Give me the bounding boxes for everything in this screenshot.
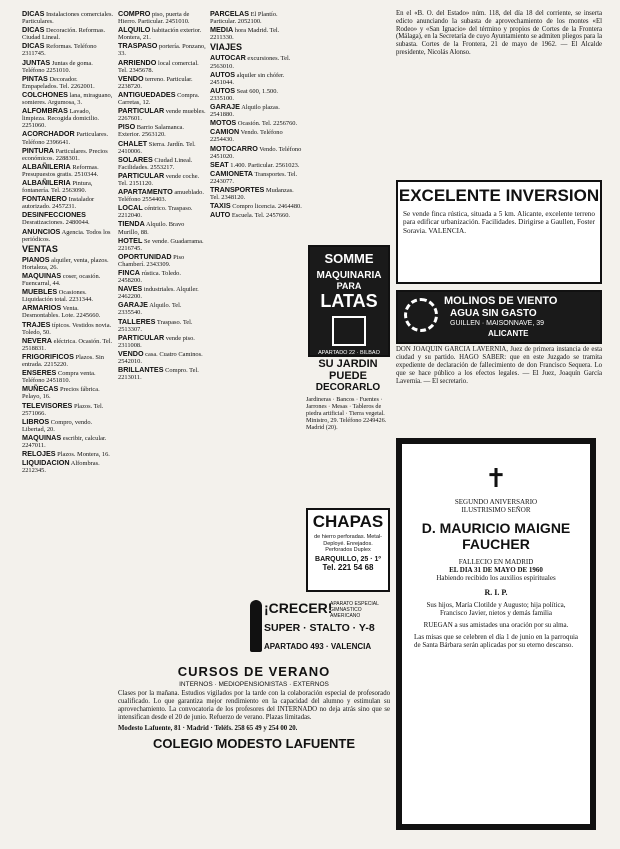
classified-ad (210, 161, 302, 169)
classified-ad (22, 107, 114, 129)
classified-heading: DICAS (22, 41, 45, 51)
classified-heading: CHALET (118, 138, 148, 148)
classified-heading: ANTIGUEDADES (118, 89, 176, 99)
somme-ad (308, 245, 390, 357)
cursos-title: CURSOS DE VERANO (177, 664, 331, 679)
classified-text: típicos. Vestidos novia. Toledo, 50. (22, 321, 112, 336)
classified-text: eléctrica. Ocasión. Tel. 2518831. (22, 337, 113, 352)
classified-text: escribir, calcular. 2247011. (22, 434, 107, 449)
classified-heading: TRASPASO (118, 41, 158, 51)
classified-text: céntrico. Traspaso. 2212040. (118, 205, 193, 220)
crecer-ad (250, 600, 392, 656)
classified-text: coser, ocasión. Fuencarral, 44. (22, 273, 101, 288)
classified-ad (210, 10, 302, 25)
classified-text: El Plantío. Particular. 2052100. (210, 11, 278, 26)
classified-ad (22, 369, 114, 384)
classified-ad (118, 334, 206, 349)
crecer-line: SUPER · STALTO · Y-8 (264, 622, 375, 634)
classified-heading: FONTANERO (22, 194, 67, 204)
classified-text: Decoración. Reformas. Ciudad Lineal. (22, 27, 106, 42)
section-viajes-title: VIAJES (210, 42, 243, 53)
classified-heading: ANUNCIOS (22, 226, 61, 236)
esquela-rip: R. I. P. (484, 588, 508, 597)
classified-ad (22, 353, 114, 368)
classified-heading: OPORTUNIDAD (118, 251, 172, 261)
jardin-line1: SU JARDIN (318, 358, 378, 370)
classified-heading: ALBAÑILERIA (22, 177, 71, 187)
classified-heading: TAXIS (210, 201, 231, 211)
classified-text: Alquilo. Tel. 2335540. (118, 302, 182, 317)
classified-heading: TELEVISORES (22, 400, 73, 410)
classified-text: alquiler, venta, plazos. Hortaleza, 26. (22, 256, 109, 271)
esquela-l4: EL DIA 31 DE MAYO DE 1960 (449, 566, 543, 574)
classified-ad (22, 211, 114, 226)
classified-text: Vendo. Teléfono 2254430. (210, 129, 283, 144)
classified-ad (118, 237, 206, 252)
classified-text: vende coche. Tel. 2151120. (118, 172, 200, 187)
jardin-line2: PUEDE (329, 370, 367, 382)
classified-ad (118, 91, 206, 106)
classified-text: portería. Ponzano, 33. (118, 43, 206, 58)
classified-text: Venta. Desmontables. Lote. 2245660. (22, 305, 101, 320)
athlete-figure (250, 600, 262, 652)
classified-ad (210, 186, 302, 201)
classified-ad (118, 123, 206, 138)
classified-text: Alquilo. Bravo Murillo, 88. (118, 221, 185, 236)
classified-heading: LOCAL (118, 203, 143, 213)
classified-text: excursiones. Tel. 2563010. (210, 55, 291, 70)
classified-text: Plazos. Sin entrada. 2215220. (22, 353, 104, 369)
classified-heading: RELOJES (22, 449, 56, 459)
classified-text: Pintura, fontanería. Tel. 2563090. (22, 179, 93, 195)
somme-title: SOMME (324, 251, 374, 266)
classified-heading: ALFOMBRAS (22, 106, 68, 116)
classified-text: Mudanzas. Tel. 2348120. (210, 186, 294, 202)
classified-heading: DICAS (22, 25, 45, 35)
classified-ad (22, 163, 114, 178)
classified-text: Compro. Tel. 2213011. (118, 367, 199, 382)
classified-heading: HOTEL (118, 235, 143, 245)
classified-heading: MUEBLES (22, 287, 58, 297)
classified-heading: FRIGORIFICOS (22, 351, 74, 361)
classified-heading: SOLARES (118, 154, 153, 164)
classified-heading: LIBROS (22, 416, 50, 426)
classified-heading: NEVERA (22, 335, 52, 345)
classified-ad (22, 385, 114, 400)
classified-heading: GARAJE (118, 300, 148, 310)
classified-ad (22, 272, 114, 287)
classified-ad (22, 26, 114, 41)
classified-ad (118, 220, 206, 235)
edicto-juez (396, 346, 602, 386)
cursos-ad (118, 664, 390, 834)
classified-heading: AUTOS (210, 85, 236, 95)
classified-heading: MOTOCARRO (210, 143, 258, 153)
classified-text: Instalaciones comerciales. Particulares. (22, 11, 114, 26)
cursos-sub: INTERNOS · MEDIOPENSIONISTAS · EXTERNOS (179, 681, 329, 688)
chapas-addr: BARQUILLO, 25 · 1º (315, 555, 381, 563)
classified-text: Vendo. Teléfono 2451020. (210, 145, 302, 160)
classified-heading: TRAJES (22, 319, 51, 329)
classified-heading: TRANSPORTES (210, 184, 265, 194)
somme-foot: APARTADO 22 · BILBAO (318, 350, 380, 356)
classifieds-column-3 (210, 10, 302, 242)
classified-heading: PARTICULAR (118, 332, 165, 342)
classified-text: Barrio Salamanca. Exterior. 2563120. (118, 124, 184, 139)
classified-text: Instalador autorizado. 2457231. (22, 196, 95, 211)
molinos-ad (396, 290, 602, 344)
classified-ad (118, 301, 206, 316)
classified-text: local comercial. Tel. 2345678. (118, 59, 199, 74)
classified-heading: NAVES (118, 284, 143, 294)
classified-ad (118, 156, 206, 171)
classified-heading: MAQUINAS (22, 432, 62, 442)
classified-text: hora Madrid. Tel. 2211330. (210, 27, 280, 42)
classified-ad (210, 170, 302, 185)
classified-heading: ENSERES (22, 368, 57, 378)
classified-ad (210, 71, 302, 86)
classified-heading: CAMIONETA (210, 168, 253, 178)
esquela-l7: RUEGAN a sus amistades una oración por su alma. (423, 621, 569, 629)
classified-heading: CAMION (210, 127, 240, 137)
classified-text: Agencia. Todos los periódicos. (22, 228, 111, 243)
somme-line3: LATAS (320, 291, 378, 311)
classified-ad (118, 10, 206, 25)
classified-text: Desratizaciones. 2480044. (22, 219, 90, 227)
edicto-cortes (396, 10, 602, 58)
classified-text: Se vende. Guadarrama. 2216745. (118, 237, 204, 252)
classified-heading: SEAT (210, 159, 229, 169)
classified-ad (210, 26, 302, 41)
classified-heading: PIANOS (22, 254, 50, 264)
classified-text: Compro, vendo. Libertad, 20. (22, 418, 93, 433)
classified-text: piso, puerta de Hierro. Particular. 2451010. (118, 11, 190, 26)
esquela-name2: FAUCHER (462, 536, 530, 552)
classified-text: Seat 600, 1.500. 2335100. (210, 87, 278, 102)
inversion-ad (396, 180, 602, 284)
classified-ad (118, 204, 206, 219)
edicto-juez-text: DON JOAQUIN GARCIA LAVERNIA, Juez de primera instancia de esta ciudad y su partido. HAGO SABER: que en este Juzgado se tramita expediente de declaración de fallecimiento de don Francisco Sequera. Lo que se hace público a los efectos legales. — El Juez, Joaquín García Lavernia. — El secretario. (396, 346, 602, 385)
classified-heading: PARTICULAR (118, 106, 165, 116)
classified-text: Particulares. Teléfono 2396641. (22, 131, 109, 146)
classified-heading: APARTAMENTO (118, 187, 173, 197)
classified-text: Ocasiones. Liquidación total. 2231344. (22, 289, 93, 304)
chapas-tel: Tel. 221 54 68 (322, 562, 374, 572)
cursos-addr: Modesto Lafuente, 81 · Madrid · Teléfs. 258 65 49 y 254 00 20. (118, 725, 298, 732)
classified-text: Reformas. Teléfono 2311745. (22, 43, 97, 58)
classified-ad (22, 304, 114, 319)
esquela (396, 438, 596, 830)
classified-ad (22, 42, 114, 57)
jardin-ad (306, 358, 390, 431)
classified-ad (118, 318, 206, 333)
classified-heading: PARCELAS (210, 10, 250, 18)
classified-text: Precios fábrica. Pelayo, 16. (22, 386, 100, 401)
classified-ad (210, 128, 302, 143)
molinos-line4: ALICANTE (488, 329, 529, 338)
somme-line2: PARA (336, 281, 362, 291)
classified-heading: COMPRO (118, 10, 151, 18)
classified-ad (22, 402, 114, 417)
classified-text: Plazos. Montera, 16. (57, 451, 110, 459)
classified-ad (210, 211, 302, 219)
classified-heading: MUÑECAS (22, 384, 59, 394)
section-ventas-title: VENTAS (22, 243, 58, 254)
classified-text: Juntas de goma. Teléfono 2251010. (22, 59, 93, 74)
esquela-l8: Las misas que se celebren el día 1 de junio en la parroquia de Santa Bárbara serán aplicadas por su eterno descanso. (414, 633, 578, 649)
classified-text: amueblado. Teléfono 2554403. (118, 189, 204, 204)
classified-ad (22, 288, 114, 303)
classified-text: Traspaso. Tel. 2513307. (118, 318, 193, 333)
classified-heading: GARAJE (210, 102, 240, 112)
molinos-line2: AGUA SIN GASTO (450, 308, 537, 319)
classified-heading: AUTOS (210, 69, 236, 79)
classified-ad (118, 107, 206, 122)
classified-ad (118, 59, 206, 74)
classified-heading: ALBAÑILERIA (22, 161, 71, 171)
classified-heading: PINTURA (22, 145, 54, 155)
molinos-line3: GUILLEN · MAISONNAVE, 39 (450, 320, 545, 327)
crecer-foot: APARTADO 493 · VALENCIA (264, 642, 372, 651)
classified-ad (22, 228, 114, 243)
classified-text: vende piso. 2311008. (118, 334, 195, 349)
classified-ad (118, 172, 206, 187)
machine-illustration (332, 316, 366, 346)
classifieds-column-1 (22, 10, 114, 840)
classified-ad (210, 119, 302, 127)
classified-ad (210, 87, 302, 102)
jardin-body: Jardineras · Bancos · Fuentes · Jarrones · Mesas · Tableros de piedra artificial · Tierra vegetal. Ministro, 29. Teléfono 2249426. Madrid (20). (306, 396, 387, 431)
classified-ad (118, 366, 206, 381)
classified-text: Piso Chamberí. 2343309. (118, 253, 185, 268)
classified-ad (118, 42, 206, 57)
classified-ad (22, 434, 114, 449)
classified-ad (22, 10, 114, 25)
chapas-title: CHAPAS (312, 512, 384, 531)
classified-heading: ALQUILO (118, 25, 151, 35)
classified-ad (22, 91, 114, 106)
classified-ad (118, 26, 206, 41)
classified-ad (118, 188, 206, 203)
classified-text: Decorador. Empapelados. Tel. 2262001. (22, 75, 95, 90)
classified-ad (210, 145, 302, 160)
classified-heading: MAQUINAS (22, 271, 62, 280)
cursos-school: COLEGIO MODESTO LAFUENTE (153, 736, 355, 751)
classified-ad (210, 103, 302, 118)
classified-ad (22, 130, 114, 145)
classified-ad (22, 59, 114, 74)
classified-text: Compra. Carretas, 12. (118, 91, 200, 107)
classified-text: alquiler sin chófer. 2451044. (210, 71, 285, 86)
classified-text: Escuela. Tel. 2457660. (231, 212, 291, 220)
classified-heading: VENDO (118, 73, 144, 83)
chapas-body: de hierro perforadas. Metal-Deployé. Enrejados. Perforados Duplex (314, 534, 382, 553)
classified-heading: PARTICULAR (118, 170, 165, 180)
classified-ad (210, 54, 302, 69)
classified-ad (22, 256, 114, 271)
windmill-icon (404, 298, 438, 332)
classified-heading: ARRIENDO (118, 57, 157, 67)
chapas-ad (306, 508, 390, 592)
classified-heading: FINCA (118, 268, 140, 277)
classified-text: terreno. Particular. 2238720. (118, 75, 193, 90)
esquela-l3: FALLECIO EN MADRID (458, 558, 534, 566)
classified-ad (118, 75, 206, 90)
classified-heading: PISO (118, 122, 136, 132)
classified-heading: MOTOS (210, 118, 237, 128)
crecer-title: ¡CRECER! (264, 600, 333, 616)
classified-text: Compra venta. Teléfono 2451810. (22, 370, 96, 385)
classified-text: Ciudad Lineal. Facilidades. 2553217. (118, 156, 193, 171)
classified-ad (118, 350, 206, 365)
classified-heading: JUNTAS (22, 57, 51, 67)
classified-heading: MEDIA (210, 25, 234, 35)
classified-ad (118, 253, 206, 268)
classified-text: Plazos. Tel. 2571066. (22, 402, 104, 417)
esquela-l6: Sus hijos, María Clotilde y Augusto; hija política, Francisco Javier, nietos y demás familia (426, 601, 566, 617)
classified-heading: LIQUIDACION (22, 458, 70, 468)
crecer-sub: APARATO ESPECIAL GIMNASTICO AMERICANO (330, 601, 379, 619)
classified-text: Particulares. Precios económicos. 2288301. (22, 147, 108, 162)
classified-ad (118, 269, 206, 284)
classified-heading: PINTAS (22, 73, 48, 83)
classified-heading: DESINFECCIONES (22, 210, 86, 220)
classified-ad (118, 285, 206, 300)
classified-heading: AUTO (210, 210, 231, 220)
cross-icon: ✝ (485, 464, 507, 493)
classified-text: lana, miraguano, somieres. Argumosa, 3. (22, 91, 113, 107)
classified-heading: DICAS (22, 10, 45, 18)
somme-line1: MAQUINARIA (316, 270, 382, 281)
molinos-line1: MOLINOS DE VIENTO (444, 295, 558, 307)
classified-heading: COLCHONES (22, 89, 68, 99)
edicto-cortes-text: En el «B. O. del Estado» núm. 118, del día 18 del corriente, se inserta edicto anunciando la subasta de aprovechamiento de los montes «El Rodeo» y «San Ignacio» del término y propios de Cortes de la Frontera (Málaga), en la Secretaría de cuyo Ayuntamiento se admiten pliegos para la subasta. Cortes de la Frontera, 21 de mayo de 1962. — El Alcalde presidente, Nicolás Alonso. (396, 10, 602, 56)
classified-text: Lavado, limpieza. Recogida domicilio. 2251060. (22, 108, 100, 130)
classified-ad (22, 337, 114, 352)
classified-heading: VENDO (118, 348, 144, 358)
cursos-body: Clases por la mañana. Estudios vigilados por la tarde con la colaboración especial de profesorado cualificado. Lo que garantiza mejor rendimiento en la capacidad del alumno y estimulan su aprovechamiento. La convocatoria de los profesores del INTERNADO no deja atrás sino que se intensifican desde el 20 de junio. Refuerzo de verano. Plazas limitadas. (118, 690, 390, 721)
classified-text: casa. Cuatro Caminos. 2542010. (118, 350, 203, 366)
classified-ad (22, 75, 114, 90)
classified-text: rústica. Toledo. 2458200. (118, 270, 181, 285)
classified-heading: AUTOCAR (210, 53, 246, 63)
classifieds-column-2 (118, 10, 206, 605)
classified-text: Sierra. Jardín. Tel. 2410006. (118, 140, 196, 155)
inversion-body: Se vende finca rústica, situada a 5 km. Alicante, excelente terreno para edificar urbanización. Facilidades. Dirigirse a Gaullen, Foster Soravia. VALENCIA. (403, 210, 595, 235)
classified-ad (22, 450, 114, 458)
classified-ad (22, 418, 114, 433)
classified-ad (22, 195, 114, 210)
esquela-l1: SEGUNDO ANIVERSARIO (454, 498, 538, 506)
classified-heading: TALLERES (118, 316, 156, 326)
classified-ad (210, 202, 302, 210)
classified-text: Reformas. Presupuestos gratis. 2510344. (22, 163, 99, 178)
classified-ad (22, 179, 114, 194)
classified-ad (22, 147, 114, 162)
esquela-name1: D. MAURICIO MAIGNE (421, 520, 571, 536)
jardin-line3: DECORARLO (315, 382, 381, 393)
classified-heading: ACORCHADOR (22, 129, 75, 139)
classified-text: Alquilo plazas. 2541880. (210, 104, 280, 119)
esquela-l5: Habiendo recibido los auxilios espirituales (436, 574, 556, 582)
classified-text: Compro licencia. 2464480. (232, 203, 302, 211)
classified-text: Transportes. Tel. 2243077. (210, 170, 298, 185)
classified-heading: BRILLANTES (118, 365, 164, 375)
classified-ad (118, 140, 206, 155)
classified-heading: ARMARIOS (22, 303, 62, 313)
classified-text: Ocasión. Tel. 2256760. (237, 120, 298, 128)
classified-text: 1.400. Particular. 2561023. (230, 161, 300, 169)
classified-ad (22, 459, 114, 474)
classified-text: vende muebles. 2267601. (118, 108, 206, 123)
esquela-l2: ILUSTRISIMO SEÑOR (461, 506, 531, 514)
classified-text: Alfombras. 2212345. (22, 460, 100, 475)
classified-heading: TIENDA (118, 219, 145, 229)
classified-text: habitación exterior. Montera, 21. (118, 27, 202, 42)
classified-text: industriales. Alquiler. 2462200. (118, 286, 199, 301)
inversion-title: EXCELENTE INVERSION (398, 186, 600, 205)
classified-ad (22, 321, 114, 336)
